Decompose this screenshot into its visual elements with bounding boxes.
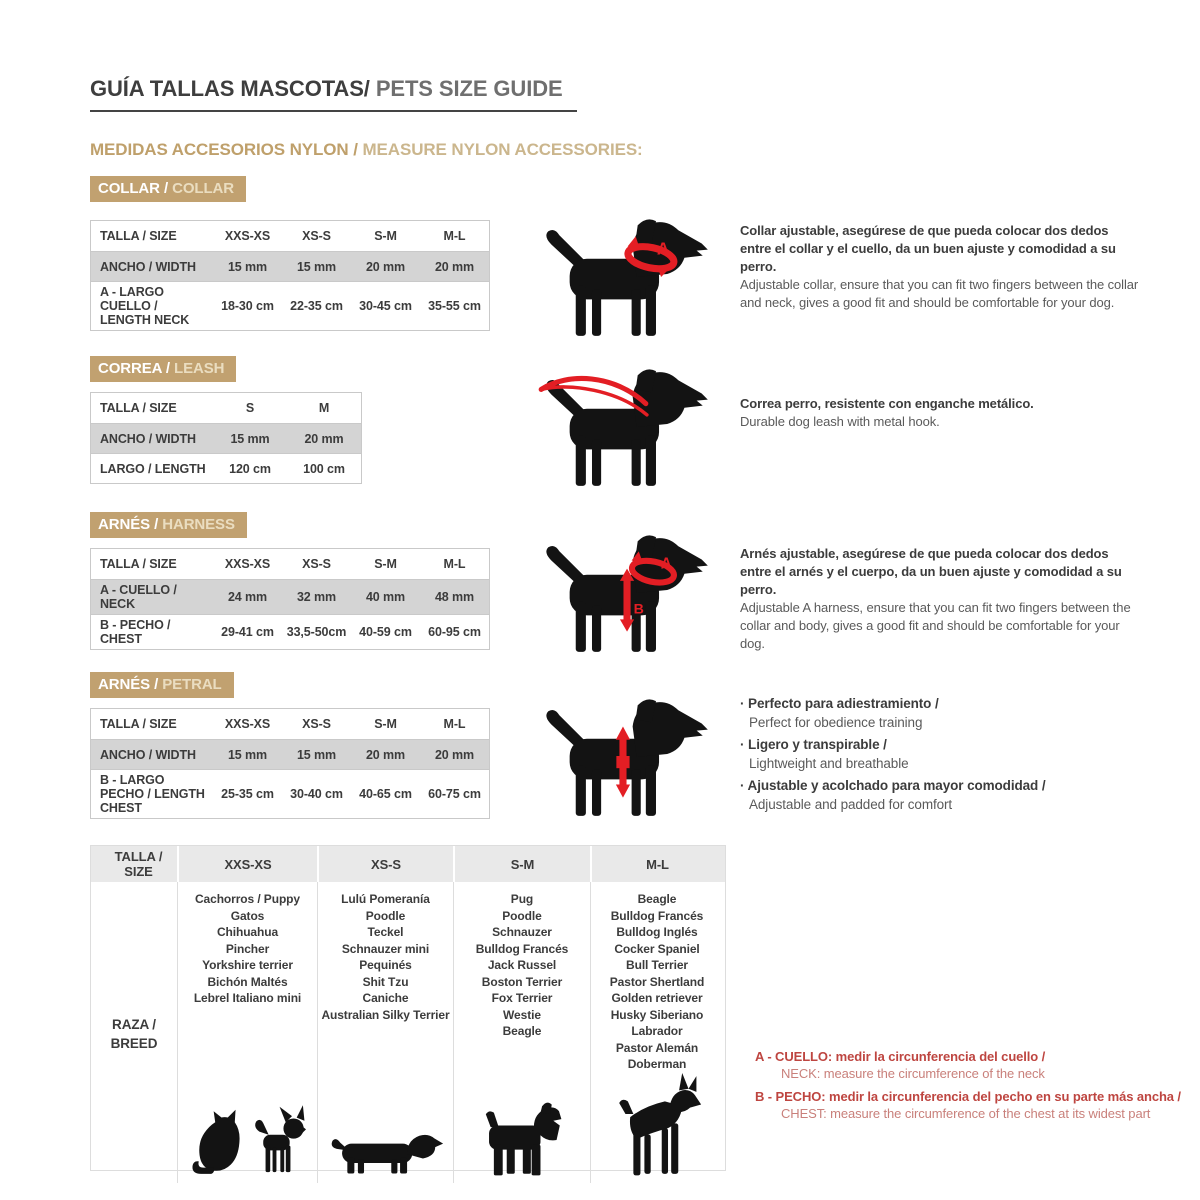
header-cell: XS-S [302, 229, 331, 243]
dog-silhouette-harness [532, 528, 717, 656]
tag-harness [90, 512, 247, 538]
petral-bullet-es: · Ajustable y acolchado para mayor comodidad / [740, 776, 1130, 795]
leash-description [740, 395, 1142, 431]
tag-collar-es: COLLAR / [98, 180, 169, 197]
breed-table-body [91, 882, 725, 1170]
harness-desc-es: Arnés ajustable, asegúrese de que pueda colocar dos dedos entre el arnés y el cuerpo, da un buen ajuste y comodidad a su perro. [740, 546, 1122, 597]
row-label: LARGO / LENGTH [100, 461, 206, 476]
table-cell: 20 mm [434, 747, 475, 762]
header-cell: TALLA / SIZE [100, 229, 177, 243]
header-cell: M-L [443, 557, 466, 571]
breed-list-xs-s: Lulú Pomeranía Poodle Teckel Schnauzer mini Pequinés Shit Tzu Caniche Australian Silky Terrier [321, 892, 450, 1022]
breed-list-xxs-xs: Cachorros / Puppy Gatos Chihuahua Pincher Yorkshire terrier Bichón Maltés Lebrel Italiano mini [193, 892, 302, 1005]
table-cell: 30-40 cm [290, 787, 343, 801]
header-cell: S [245, 401, 255, 415]
header-cell: TALLA / SIZE [100, 557, 177, 571]
table-cell: 22-35 cm [290, 299, 343, 313]
table-cell: 15 mm [227, 747, 268, 762]
table-cell: 25-35 cm [221, 787, 274, 801]
chihuahua-silhouette [250, 1105, 306, 1177]
leash-desc-en: Durable dog leash with metal hook. [740, 414, 940, 429]
tag-leash-en: LEASH [169, 360, 225, 377]
breed-column-m-l [590, 882, 723, 1183]
harness-desc-en: Adjustable A harness, ensure that you can fit two fingers between the collar and body, gives a good fit and should be comfortable for your dog. [740, 600, 1131, 651]
header-cell: XXS-XS [224, 717, 271, 731]
header-cell: TALLA / SIZE [100, 717, 177, 731]
harness-size-table [90, 548, 490, 650]
tag-collar-en: COLLAR [168, 180, 234, 197]
dog-leash-illustration [532, 362, 717, 490]
table-cell: 20 mm [365, 747, 406, 762]
header-cell: S-M [374, 557, 397, 571]
table-cell: 40-59 cm [359, 625, 412, 639]
table-row-length [91, 453, 361, 483]
collar-size-table [90, 220, 490, 331]
header-cell: S-M [374, 229, 397, 243]
table-cell: 15 mm [230, 431, 270, 446]
table-row-width [91, 423, 361, 453]
breed-list-s-m: Pug Poodle Schnauzer Bulldog Francés Jack Russel Boston Terrier Fox Terrier Westie Beagle [475, 892, 569, 1038]
table-cell: 32 mm [296, 590, 337, 604]
leash-size-table [90, 392, 362, 484]
collar-description [740, 222, 1142, 312]
table-cell: 20 mm [434, 259, 475, 274]
table-row-neck-length [91, 281, 489, 330]
table-cell: 40-65 cm [359, 787, 412, 801]
marker-letter-a: A [660, 555, 672, 573]
header-cell: M-L [443, 229, 466, 243]
table-cell: 15 mm [227, 259, 268, 274]
breed-row-label-cell [91, 882, 177, 1183]
table-cell: 30-45 cm [359, 299, 412, 313]
header-cell: M-L [443, 717, 466, 731]
dog-silhouette-petral [532, 692, 717, 820]
table-header-row [91, 709, 489, 739]
breed-table-header [91, 846, 725, 882]
breed-row-label: RAZA / BREED [110, 1016, 158, 1051]
dog-silhouette [546, 219, 707, 336]
harness-description [740, 545, 1142, 653]
tag-harness-es: ARNÉS / [98, 516, 159, 533]
breed-column-xs-s [317, 882, 453, 1183]
schnauzer-silhouette [481, 1095, 563, 1177]
table-header-row [91, 549, 489, 579]
breed-column-s-m [453, 882, 590, 1183]
tag-petral [90, 672, 234, 698]
table-cell: 100 cm [303, 461, 345, 476]
table-row-chest-length [91, 769, 489, 818]
header-cell: XXS-XS [224, 557, 271, 571]
dachshund-silhouette [328, 1119, 444, 1177]
header-cell: M-L [590, 846, 723, 882]
header-cell: TALLA / SIZE [114, 849, 163, 879]
page-title-en: PETS SIZE GUIDE [369, 76, 563, 101]
petral-bullet-en: Adjustable and padded for comfort [749, 797, 953, 812]
dog-petral-illustration [532, 692, 717, 820]
subtitle-en: MEASURE NYLON ACCESSORIES: [357, 140, 643, 159]
table-cell: 20 mm [304, 431, 344, 446]
note-chest-en: CHEST: measure the circumference of the chest at its widest part [781, 1106, 1151, 1121]
table-header-row [91, 221, 489, 251]
dog-harness-illustration [532, 528, 717, 656]
petral-marker [616, 727, 630, 798]
table-row-width [91, 251, 489, 281]
note-neck-es: A - CUELLO: medir la circunferencia del cuello / [755, 1049, 1046, 1064]
note-chest-es: B - PECHO: medir la circunferencia del pecho en su parte más ancha / [755, 1089, 1181, 1104]
table-cell: 40 mm [365, 590, 406, 604]
table-row-width [91, 739, 489, 769]
header-cell: XS-S [302, 717, 331, 731]
petral-bullet-es: · Perfecto para adiestramiento / [740, 694, 1130, 713]
doberman-silhouette [612, 1073, 702, 1177]
subtitle-es: MEDIDAS ACCESORIOS NYLON / [90, 140, 358, 159]
collar-desc-en: Adjustable collar, ensure that you can fit two fingers between the collar and neck, gives a good fit and should be comfortable for your dog. [740, 277, 1139, 310]
header-cell: S-M [453, 846, 590, 882]
row-label: A - CUELLO / NECK [100, 583, 177, 611]
table-cell: 20 mm [365, 259, 406, 274]
petral-size-table [90, 708, 490, 819]
dog-silhouette-leash [532, 362, 717, 490]
table-cell: 24 mm [227, 590, 268, 604]
breed-column-xxs-xs [177, 882, 317, 1183]
table-header-row [91, 393, 361, 423]
tag-leash [90, 356, 236, 382]
header-cell: XXS-XS [177, 846, 317, 882]
cat-silhouette [190, 1105, 242, 1177]
petral-bullet-en: Lightweight and breathable [749, 756, 909, 771]
collar-desc-es: Collar ajustable, asegúrese de que pueda colocar dos dedos entre el collar y el cuello, da un buen ajuste y comodidad a su perro. [740, 223, 1116, 274]
page-title [90, 76, 577, 112]
table-cell: 18-30 cm [221, 299, 274, 313]
header-cell: XS-S [317, 846, 453, 882]
table-cell: 60-75 cm [428, 787, 481, 801]
silhouettes-xxs-xs [190, 1105, 306, 1177]
table-cell: 29-41 cm [221, 625, 274, 639]
table-row-neck [91, 579, 489, 614]
dog-silhouette-collar [532, 212, 717, 340]
row-label: ANCHO / WIDTH [100, 259, 196, 274]
row-label: ANCHO / WIDTH [100, 747, 196, 762]
row-label: B - LARGO PECHO / LENGTH CHEST [100, 773, 205, 815]
page-title-es: GUÍA TALLAS MASCOTAS/ [90, 76, 370, 101]
tag-harness-en: HARNESS [158, 516, 235, 533]
table-cell: 60-95 cm [428, 625, 481, 639]
row-label: A - LARGO CUELLO / LENGTH NECK [100, 285, 190, 327]
table-cell: 15 mm [296, 259, 337, 274]
tag-petral-en: PETRAL [158, 676, 222, 693]
section-subtitle [90, 140, 643, 160]
table-row-chest [91, 614, 489, 649]
dog-collar-illustration [532, 212, 717, 340]
tag-leash-es: CORREA / [98, 360, 170, 377]
table-cell: 35-55 cm [428, 299, 481, 313]
header-cell: S-M [374, 717, 397, 731]
breed-table [90, 845, 726, 1171]
breed-list-m-l: Beagle Bulldog Francés Bulldog Inglés Cocker Spaniel Bull Terrier Pastor Shertland Golden retriever Husky Siberiano Labrador Pastor Alemán Doberman [609, 892, 705, 1071]
row-label: ANCHO / WIDTH [100, 431, 196, 446]
header-cell: M [318, 401, 330, 415]
table-cell: 48 mm [434, 590, 475, 604]
tag-collar [90, 176, 246, 202]
marker-letter-a: A [656, 238, 670, 259]
row-label: B - PECHO / CHEST [100, 618, 171, 646]
measuring-notes [755, 1048, 1200, 1128]
tag-petral-es: ARNÉS / [98, 676, 159, 693]
leash-desc-es: Correa perro, resistente con enganche metálico. [740, 396, 1034, 411]
table-cell: 33,5-50cm [286, 625, 347, 639]
table-cell: 120 cm [229, 461, 271, 476]
header-cell: XS-S [302, 557, 331, 571]
marker-letter-b: B [633, 601, 644, 618]
note-neck-en: NECK: measure the circumference of the neck [781, 1066, 1045, 1081]
petral-features [740, 694, 1130, 817]
petral-bullet-en: Perfect for obedience training [749, 715, 923, 730]
header-cell: XXS-XS [224, 229, 271, 243]
table-cell: 15 mm [296, 747, 337, 762]
petral-bullet-es: · Ligero y transpirable / [740, 735, 1130, 754]
header-cell: TALLA / SIZE [100, 401, 177, 415]
